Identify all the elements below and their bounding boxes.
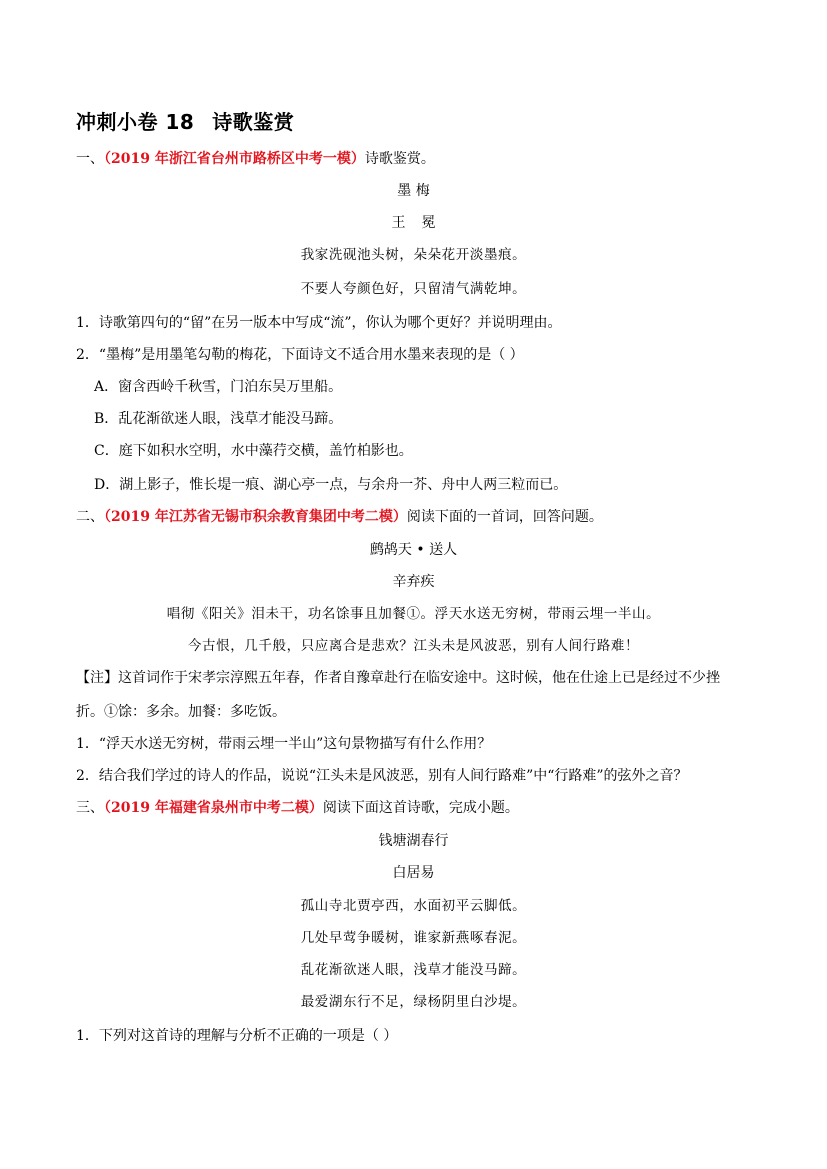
section3-instruction: 阅读下面这首诗歌，完成小题。 <box>322 800 519 816</box>
section3-question-1: 1．下列对这首诗的理解与分析不正确的一项是（ ） <box>76 1028 398 1044</box>
author-given: 冕 <box>421 215 436 231</box>
section3-prefix: 三、 <box>76 800 104 816</box>
section3-poem-line: 最爱湖东行不足，绿杨阴里白沙堤。 <box>300 994 527 1010</box>
section3-poem-title: 钱塘湖春行 <box>378 833 449 849</box>
section1-poem-line: 我家洗砚池头树，朵朵花开淡墨痕。 <box>300 247 527 263</box>
section2-question-2: 2．结合我们学过的诗人的作品，说说“江头未是风波恶，别有人间行路难”中“行路难”的弦外之音？ <box>76 768 688 784</box>
section1-question-2: 2．“墨梅”是用墨笔勾勒的梅花，下面诗文不适合用水墨来表现的是（ ） <box>76 347 524 363</box>
section2-note-line: 【注】这首词作于宋孝宗淳熙五年春，作者自豫章赴行在临安途中。这时候，他在仕途上已是经过不少挫 <box>76 670 720 686</box>
section2-source: （2019 年江苏省无锡市积余教育集团中考二模） <box>104 509 407 525</box>
section1-option-b: B．乱花渐欲迷人眼，浅草才能没马蹄。 <box>94 411 343 427</box>
section2-note-line: 折。①馀：多余。加餐：多吃饭。 <box>76 704 286 720</box>
title-topic: 诗歌鉴赏 <box>212 110 295 134</box>
section1-poem-author <box>0 213 827 233</box>
section3-heading <box>76 798 519 818</box>
section2-poem-title: 鹧鸪天 • 送人 <box>369 542 458 558</box>
section2-prefix: 二、 <box>76 509 104 525</box>
section1-heading <box>76 149 435 169</box>
section3-poem-line: 孤山寺北贾亭西，水面初平云脚低。 <box>300 898 527 914</box>
section2-instruction: 阅读下面的一首词，回答问题。 <box>406 509 603 525</box>
page-title <box>76 106 294 135</box>
section1-question-1: 1．诗歌第四句的“留”在另一版本中写成“流”，你认为哪个更好？并说明理由。 <box>76 315 562 331</box>
section2-poem-line: 唱彻《阳关》泪未干，功名馀事且加餐①。浮天水送无穷树，带雨云埋一半山。 <box>166 606 661 622</box>
section2-question-1: 1．“浮天水送无穷树，带雨云埋一半山”这句景物描写有什么作用？ <box>76 736 492 752</box>
author-surname: 王 <box>391 215 406 231</box>
section3-poem-line: 乱花渐欲迷人眼，浅草才能没马蹄。 <box>300 962 527 978</box>
section2-poem-author: 辛弃疾 <box>392 574 435 590</box>
section1-poem-line: 不要人夸颜色好，只留清气满乾坤。 <box>300 281 527 297</box>
section2-heading <box>76 507 603 527</box>
section1-option-c: C．庭下如积水空明，水中藻荇交横，盖竹柏影也。 <box>94 443 413 459</box>
section1-option-a: A．窗含西岭千秋雪，门泊东吴万里船。 <box>94 379 343 395</box>
section1-poem-title: 墨 梅 <box>397 183 430 199</box>
section3-poem-line: 几处早莺争暖树，谁家新燕啄春泥。 <box>300 930 527 946</box>
section1-option-d: D．湖上影子，惟长堤一痕、湖心亭一点，与余舟一芥、舟中人两三粒而已。 <box>94 477 568 493</box>
section1-source: （2019 年浙江省台州市路桥区中考一模） <box>104 151 365 167</box>
title-number: 冲刺小卷 18 <box>76 110 195 134</box>
section3-source: （2019 年福建省泉州市中考二模） <box>104 800 323 816</box>
section2-poem-line: 今古恨，几千般，只应离合是悲欢？江头未是风波恶，别有人间行路难！ <box>187 638 640 654</box>
section1-instruction: 诗歌鉴赏。 <box>364 151 435 167</box>
section3-poem-author: 白居易 <box>392 865 435 881</box>
section1-prefix: 一、 <box>76 151 104 167</box>
